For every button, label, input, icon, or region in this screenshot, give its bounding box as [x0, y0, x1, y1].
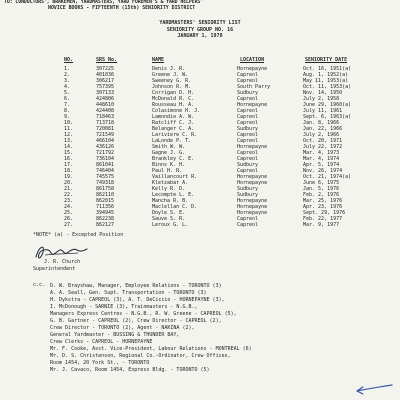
seniority-date: Oct. 11, 1953(a)	[303, 84, 352, 90]
location: Capreol	[237, 108, 259, 114]
srs-number: 307133	[96, 90, 115, 96]
seniority-date: Mar. 25, 1976	[303, 198, 343, 204]
srs-number: 862127	[96, 222, 115, 228]
signatory-name: J. R. Church	[44, 259, 81, 265]
srs-number: 436126	[96, 144, 115, 150]
cc-recipient-line: Crew Director - TORONTO (2), Agent - NAKINA (2),	[50, 325, 195, 331]
location: Capreol	[237, 168, 259, 174]
table-row	[0, 222, 400, 228]
employee-name: LaLonde P. T.	[152, 138, 192, 144]
row-number: 27.	[64, 222, 74, 228]
location: Hornepayne	[237, 204, 268, 210]
seniority-date: July 2, 1958	[303, 96, 340, 102]
column-header-location: LOCATION	[240, 57, 265, 63]
employee-name: Greene J. W.	[152, 72, 189, 78]
seniority-date: June 6, 1975	[303, 180, 340, 186]
employee-name: Lamondie A. W.	[152, 114, 195, 120]
srs-number: 401036	[96, 72, 115, 78]
location: Capreol	[237, 222, 259, 228]
cc-recipient-line: G. B. Gartner - CAPREOL (2), Crew Director - CAPREOL (2),	[50, 318, 222, 324]
column-header-no: NO.	[64, 57, 74, 63]
location: Capreol	[237, 138, 259, 144]
location: Capreol	[237, 72, 259, 78]
addressee-line: TO: CONDUCTORS', BRAKEMEN, YARDMASTERS, YARD FOREMEN'S & YARD HELPERS'	[4, 0, 204, 5]
srs-number: 745575	[96, 174, 115, 180]
srs-number: 757395	[96, 84, 115, 90]
seniority-date: Mar. 4, 1973	[303, 150, 340, 156]
employee-name: Sauve S. R.	[152, 216, 186, 222]
srs-number: 721549	[96, 132, 115, 138]
seniority-date: Jan. 5, 1976	[303, 186, 340, 192]
row-number: 11.	[64, 126, 74, 132]
srs-number: 861041	[96, 162, 115, 168]
employee-name: Denis J. R.	[152, 66, 186, 72]
employee-name: Maclellan C. D.	[152, 204, 198, 210]
srs-number: 307225	[96, 66, 115, 72]
row-number: 1.	[64, 66, 71, 72]
cc-recipient-line: Mr. F. Cooke, Asst. Vice-President, Labour Relations - MONTREAL (6)	[50, 346, 252, 352]
employee-name: Colasimone H. J.	[152, 108, 201, 114]
row-number: 21.	[64, 186, 74, 192]
employee-name: Lecompte L. E.	[152, 192, 195, 198]
employee-name: Kelly R. D.	[152, 186, 186, 192]
seniority-date: Mar. 4, 1974	[303, 156, 340, 162]
employee-name: Brankley C. E.	[152, 156, 195, 162]
employee-name: Smith W. W.	[152, 144, 186, 150]
seniority-date: Oct. 21, 1974(a)	[303, 174, 352, 180]
cc-recipient-line: Managers Express Centres - N.G.B., R. W. Greene - CAPREOL (5),	[50, 311, 237, 317]
srs-number: 862110	[96, 192, 115, 198]
seniority-date: Sept. 29, 1976	[303, 210, 346, 216]
row-number: 19.	[64, 174, 74, 180]
row-number: 25.	[64, 210, 74, 216]
employee-name: Paul H. R.	[152, 168, 183, 174]
srs-number: 736104	[96, 156, 115, 162]
row-number: 18.	[64, 168, 74, 174]
srs-number: 448610	[96, 102, 115, 108]
location: Hornepayne	[237, 198, 268, 204]
location: Capreol	[237, 132, 259, 138]
seniority-group: SENIORITY GROUP NO. 16	[166, 27, 234, 33]
employee-name: Johnson R. M.	[152, 84, 192, 90]
srs-number: 862015	[96, 198, 115, 204]
row-number: 4.	[64, 84, 71, 90]
seniority-date: Feb. 2, 1976	[303, 192, 340, 198]
srs-number: 466104	[96, 138, 115, 144]
seniority-date: Oct. 20, 1971	[303, 138, 343, 144]
location: Capreol	[237, 96, 259, 102]
row-number: 24.	[64, 204, 74, 210]
srs-number: 394945	[96, 210, 115, 216]
srs-number: 720081	[96, 126, 115, 132]
row-number: 9.	[64, 114, 71, 120]
seniority-date: Jan. 22, 1966	[303, 126, 343, 132]
location: Capreol	[237, 114, 259, 120]
srs-number: 424408	[96, 108, 115, 114]
row-number: 17.	[64, 162, 74, 168]
seniority-date: July 2, 1966	[303, 132, 340, 138]
seniority-date: Nov. 14, 1950	[303, 90, 343, 96]
location: Hornepayne	[237, 210, 268, 216]
employee-name: Binns K. H.	[152, 162, 186, 168]
srs-number: 746404	[96, 168, 115, 174]
location: Capreol	[237, 156, 259, 162]
cc-recipient-line: D. W. Brayshaw, Manager, Employee Relations - TORONTO (3)	[50, 283, 222, 289]
cc-recipient-line: Mr. D. S. Christenson, Regional Co.-Ordinator, Crew Offices,	[50, 353, 231, 359]
footnote: *NOTE* (a) - Excepted Position	[33, 232, 124, 238]
cc-recipient-line: Mr. J. Cavaco, Room 1454, Express Bldg. - TORONTO (5)	[50, 367, 210, 373]
row-number: 23.	[64, 198, 74, 204]
row-number: 15.	[64, 150, 74, 156]
location: South Parry	[237, 84, 271, 90]
seniority-date: July 22, 1972	[303, 144, 343, 150]
employee-name: Rousseau H. A.	[152, 102, 195, 108]
row-number: 3.	[64, 78, 71, 84]
employee-name: Lariviere C. R.	[152, 132, 198, 138]
location: Sudbury	[237, 162, 259, 168]
srs-number: 861758	[96, 186, 115, 192]
location: Hornepayne	[237, 102, 268, 108]
location: Sudbury	[237, 192, 259, 198]
row-number: 7.	[64, 102, 71, 108]
cc-recipient-line: H. Dykstra - CAPREOL (3), A. T. DeCiccio - HORNEPAYNE (3),	[50, 297, 225, 303]
srs-number: 306217	[96, 78, 115, 84]
seniority-date: Jan. 8, 1966	[303, 120, 340, 126]
row-number: 5.	[64, 90, 71, 96]
employee-name: Ratcliff C. J.	[152, 120, 195, 126]
location: Capreol	[237, 120, 259, 126]
employee-name: Doyle S. E.	[152, 210, 186, 216]
column-header-name: NAME	[152, 57, 165, 63]
row-number: 20.	[64, 180, 74, 186]
signatory-title: Superintendent	[33, 266, 76, 272]
cc-label: c.c.	[33, 282, 46, 288]
srs-number: 718463	[96, 114, 115, 120]
location: Sudbury	[237, 186, 259, 192]
cc-recipient-line: A. A. Seall, Gen. Supt. Transportation - TORONTO (3)	[50, 290, 207, 296]
employee-name: Sweeney G. R.	[152, 78, 192, 84]
srs-number: 424806	[96, 96, 115, 102]
seniority-date: July 11, 1961	[303, 108, 343, 114]
row-number: 22.	[64, 192, 74, 198]
document-title: YARDMASTERS' SENIORITY LIST	[159, 20, 241, 26]
seniority-date: June 29, 1960(a)	[303, 102, 352, 108]
row-number: 14.	[64, 144, 74, 150]
seniority-date: Sept. 6, 1963(a)	[303, 114, 352, 120]
row-number: 16.	[64, 156, 74, 162]
location: Capreol	[237, 216, 259, 222]
handwritten-arrow	[355, 383, 395, 397]
column-header-srs: SRS No.	[96, 57, 118, 63]
row-number: 26.	[64, 216, 74, 222]
column-header-seniority-date: SENIORITY DATE	[305, 57, 348, 63]
employee-name: Mancha R. B.	[152, 198, 189, 204]
location: Sudbury	[237, 126, 259, 132]
seniority-date: May 11, 1953(a)	[303, 78, 349, 84]
location: Capreol	[237, 150, 259, 156]
srs-number: 862238	[96, 216, 115, 222]
row-number: 10.	[64, 120, 74, 126]
seniority-date: Apr. 23, 1976	[303, 204, 343, 210]
location: Hornepayne	[237, 66, 268, 72]
srs-number: 749318	[96, 180, 115, 186]
addressee-line-2: NOVICE BOOKS - FIFTEENTH (15th) SENIORITY DISTRICT	[48, 5, 196, 11]
employee-name: McDonald R. C.	[152, 96, 195, 102]
seniority-date: Apr. 5, 1974	[303, 162, 340, 168]
location: Hornepayne	[237, 144, 268, 150]
employee-name: Belanger C. A.	[152, 126, 195, 132]
location: Capreol	[237, 78, 259, 84]
seniority-date: Nov. 26, 1974	[303, 168, 343, 174]
srs-number: 713718	[96, 120, 115, 126]
row-number: 13.	[64, 138, 74, 144]
row-number: 2.	[64, 72, 71, 78]
srs-number: 721792	[96, 150, 115, 156]
cc-recipient-line: Crew Clerks - CAPREOL - HORNEPAYNE	[50, 339, 153, 345]
employee-name: Leroux G. L.	[152, 222, 189, 228]
row-number: 8.	[64, 108, 71, 114]
employee-name: Corrigan D. H.	[152, 90, 195, 96]
location: Hornepayne	[237, 174, 268, 180]
location: Hornepayne	[237, 180, 268, 186]
list-date: JANUARY 1, 1978	[177, 33, 223, 39]
location: Sudbury	[237, 90, 259, 96]
seniority-date: Feb. 22, 1977	[303, 216, 343, 222]
seniority-date: Mar. 9, 1977	[303, 222, 340, 228]
seniority-date: Oct. 16, 1951(a)	[303, 66, 352, 72]
cc-recipient-line: Room 1454, 20 York St., - TORONTO	[50, 360, 150, 366]
seniority-date: Aug. 1, 1952(a)	[303, 72, 349, 78]
employee-name: Vaillancourt R.	[152, 174, 198, 180]
employee-name: Gagne J. G.	[152, 150, 186, 156]
employee-name: Kletzabar A.	[152, 180, 189, 186]
row-number: 12.	[64, 132, 74, 138]
row-number: 6.	[64, 96, 71, 102]
cc-recipient-line: I. McDonough - SARNIE (3), Trainmasters - N.G.B.,	[50, 304, 198, 310]
srs-number: 711356	[96, 204, 115, 210]
cc-recipient-line: General Yardmaster - BUSSING & THUNDER BAY,	[50, 332, 180, 338]
